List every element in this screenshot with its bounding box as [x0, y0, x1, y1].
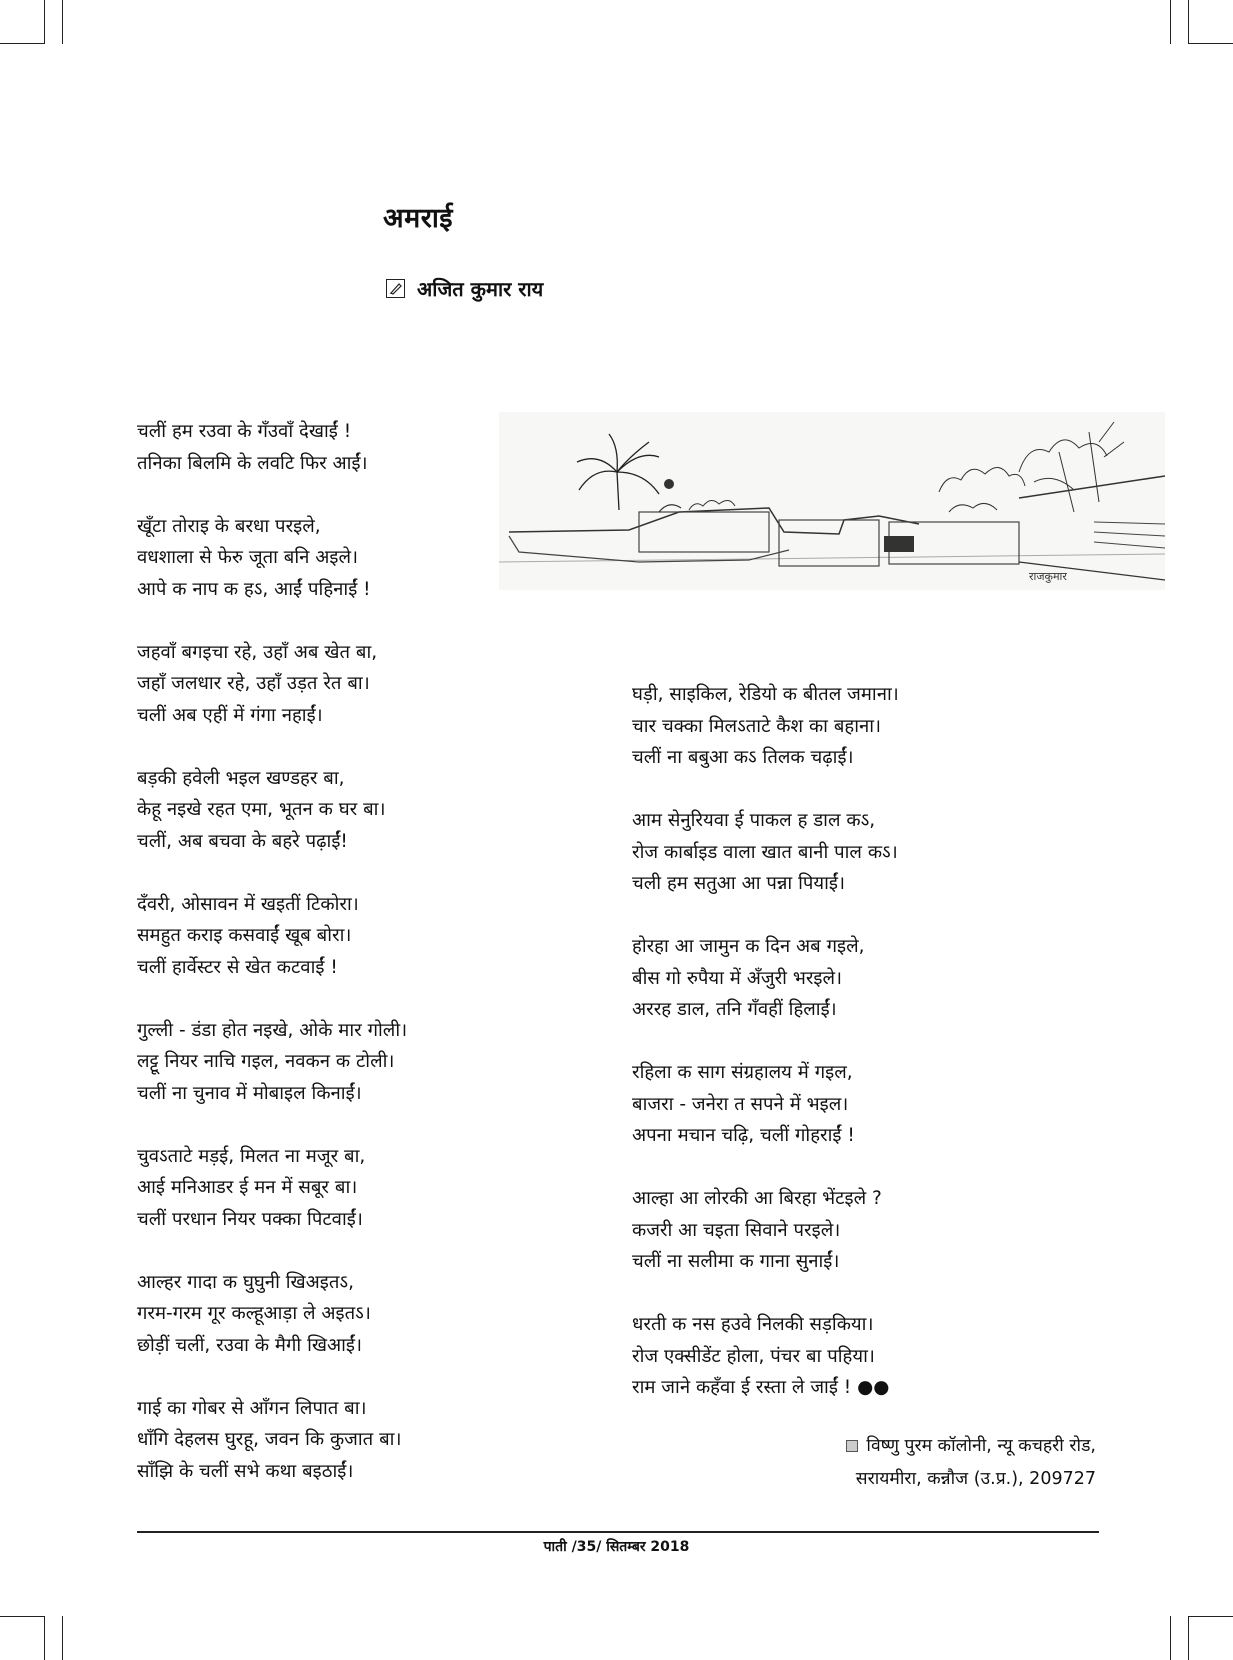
- poem-stanza: [137, 416, 497, 479]
- crop-mark-br-h: [1189, 1616, 1233, 1617]
- poem-line: दँवरी, ओसावन में खइतीं टिकोरा।: [137, 893, 359, 915]
- crop-mark-tl-v2: [62, 0, 63, 44]
- poem-line: गुल्ली - डंडा होत नइखे, ओके मार गोली।: [137, 1019, 408, 1041]
- poem-line: जहाँ जलधार रहे, उहाँ उड़त रेत बा।: [137, 673, 370, 694]
- poem-line: साँझि के चलीं सभे कथा बइठाईं।: [137, 1460, 354, 1482]
- crop-mark-bl-v1: [44, 1616, 45, 1660]
- poem-stanza: [137, 1393, 497, 1488]
- poem-line: केहू नइखे रहत एमा, भूतन क घर बा।: [137, 799, 386, 820]
- poem-line: रोज एक्सीडेंट होला, पंचर बा पहिया।: [632, 1345, 875, 1367]
- poem-line: चलीं ना चुनाव में मोबाइल किनाईं।: [137, 1082, 362, 1104]
- poem-stanza: [632, 805, 1012, 900]
- crop-mark-bl-v2: [62, 1616, 63, 1660]
- address-line-2: सरायमीरा, कन्नौज (उ.प्र.), 209727: [855, 1469, 1096, 1489]
- poem-stanza: [137, 1267, 497, 1362]
- poem-title: अमराई: [383, 203, 454, 234]
- poem-stanza: [632, 1057, 1012, 1152]
- sketch-signature: राजकुमार: [1029, 570, 1067, 583]
- crop-mark-br-v2: [1188, 1616, 1189, 1660]
- poem-line: बाजरा - जनेरा त सपने में भइल।: [632, 1093, 849, 1115]
- crop-mark-tr-v1: [1170, 0, 1171, 44]
- pen-box-icon: [386, 279, 405, 298]
- author-address: [846, 1430, 1096, 1496]
- poem-stanza: [137, 1015, 497, 1110]
- poem-stanza: [137, 889, 497, 984]
- poem-line: तनिका बिलमि के लवटि फिर आईं।: [137, 452, 368, 474]
- poem-line: चलीं ना बबुआ कऽ तिलक चढ़ाईं।: [632, 747, 854, 768]
- poem-line: अररह डाल, तनि गँवहीं हिलाईं।: [632, 999, 837, 1020]
- village-sketch-illustration: [499, 412, 1165, 590]
- poem-line: चली हम सतुआ आ पन्ना पियाईं।: [632, 873, 845, 894]
- poem-line: वधशाला से फेरु जूता बनि अइले।: [137, 547, 359, 568]
- crop-mark-tr-h: [1189, 43, 1233, 44]
- poem-line: चलीं अब एहीं में गंगा नहाईं।: [137, 704, 323, 726]
- poem-line: छोड़ीं चलीं, रउवा के मैगी खिआईं।: [137, 1334, 363, 1356]
- poem-line: रोज कार्बाइड वाला खात बानी पाल कऽ।: [632, 841, 898, 863]
- poem-line: समहुत कराइ कसवाईं खूब बोरा।: [137, 925, 352, 946]
- poem-line: आपे क नाप क हऽ, आईं पहिनाईं !: [137, 578, 371, 600]
- crop-mark-tl-h: [0, 43, 44, 44]
- poem-line: चुवऽताटे मड़ई, मिलत ना मजूर बा,: [137, 1145, 366, 1167]
- poem-line: जहवाँ बगइचा रहे, उहाँ अब खेत बा,: [137, 641, 378, 663]
- poem-line: होरहा आ जामुन क दिन अब गइले,: [632, 936, 865, 957]
- poem-line: चलीं ना सलीमा क गाना सुनाईं।: [632, 1251, 840, 1272]
- poem-line: गाई का गोबर से आँगन लिपात बा।: [137, 1397, 367, 1419]
- poem-line: चलीं हम रउवा के गँउवाँ देखाईं !: [137, 421, 352, 442]
- poem-line: चलीं, अब बचवा के बहरे पढ़ाईं!: [137, 830, 348, 852]
- poem-line: आल्हर गादा क घुघुनी खिअइतऽ,: [137, 1271, 354, 1293]
- poem-column-right: [632, 679, 1012, 1435]
- poem-line: अपना मचान चढ़ि, चलीं गोहराईं !: [632, 1125, 855, 1146]
- page-footer: पाती /35/ सितम्बर 2018: [543, 1539, 690, 1555]
- footer-rule: [137, 1531, 1099, 1533]
- poem-line: धरती क नस हउवे निलकी सड़किया।: [632, 1314, 874, 1335]
- poem-stanza: [137, 637, 497, 732]
- poem-line: चलीं हार्वेस्टर से खेत कटवाईं !: [137, 956, 338, 978]
- poem-line: बीस गो रुपैया में अँजुरी भरइले।: [632, 967, 843, 989]
- author-name: अजित कुमार राय: [417, 277, 544, 301]
- crop-mark-tr-v2: [1188, 0, 1189, 44]
- poem-line: राम जाने कहँवा ई रस्ता ले जाईं ! ●●: [632, 1377, 890, 1398]
- crop-mark-bl-h: [0, 1616, 44, 1617]
- poem-line: आई मनिआडर ई मन में सबूर बा।: [137, 1177, 358, 1198]
- poem-line: चलीं परधान नियर पक्का पिटवाईं।: [137, 1208, 363, 1230]
- poem-line: लट्टू नियर नाचि गइल, नवकन क टोली।: [137, 1051, 395, 1072]
- poem-line: चार चक्का मिलऽताटे कैश का बहाना।: [632, 715, 882, 737]
- poem-stanza: [137, 1141, 497, 1236]
- poem-column-left: [137, 416, 497, 1519]
- poem-line: कजरी आ चइता सिवाने परइले।: [632, 1219, 841, 1241]
- poem-line: खूँटा तोराइ के बरधा परइले,: [137, 515, 321, 537]
- poem-stanza: [632, 1309, 1012, 1404]
- poem-line: आम सेनुरियवा ई पाकल ह डाल कऽ,: [632, 810, 876, 831]
- poem-stanza: [137, 763, 497, 858]
- poem-line: घड़ी, साइकिल, रेडियो क बीतल जमाना।: [632, 684, 899, 705]
- poem-line: धाँगि देहलस घुरहू, जवन कि कुजात बा।: [137, 1429, 402, 1450]
- crop-mark-br-v1: [1170, 1616, 1171, 1660]
- address-line-1: विष्णु पुरम कॉलोनी, न्यू कचहरी रोड,: [866, 1436, 1096, 1456]
- poem-stanza: [632, 1183, 1012, 1278]
- poem-stanza: [632, 679, 1012, 774]
- poem-line: गरम-गरम गूर कल्हूआड़ा ले अइतऽ।: [137, 1303, 371, 1324]
- poem-stanza: [137, 511, 497, 606]
- square-bullet-icon: [846, 1440, 858, 1452]
- poem-line: आल्हा आ लोरकी आ बिरहा भेंटइले ?: [632, 1188, 882, 1209]
- poem-line: रहिला क साग संग्रहालय में गइल,: [632, 1062, 853, 1083]
- crop-mark-tl-v1: [44, 0, 45, 44]
- poem-stanza: [632, 931, 1012, 1026]
- author-byline: [386, 275, 543, 302]
- poem-line: बड़की हवेली भइल खण्डहर बा,: [137, 767, 345, 789]
